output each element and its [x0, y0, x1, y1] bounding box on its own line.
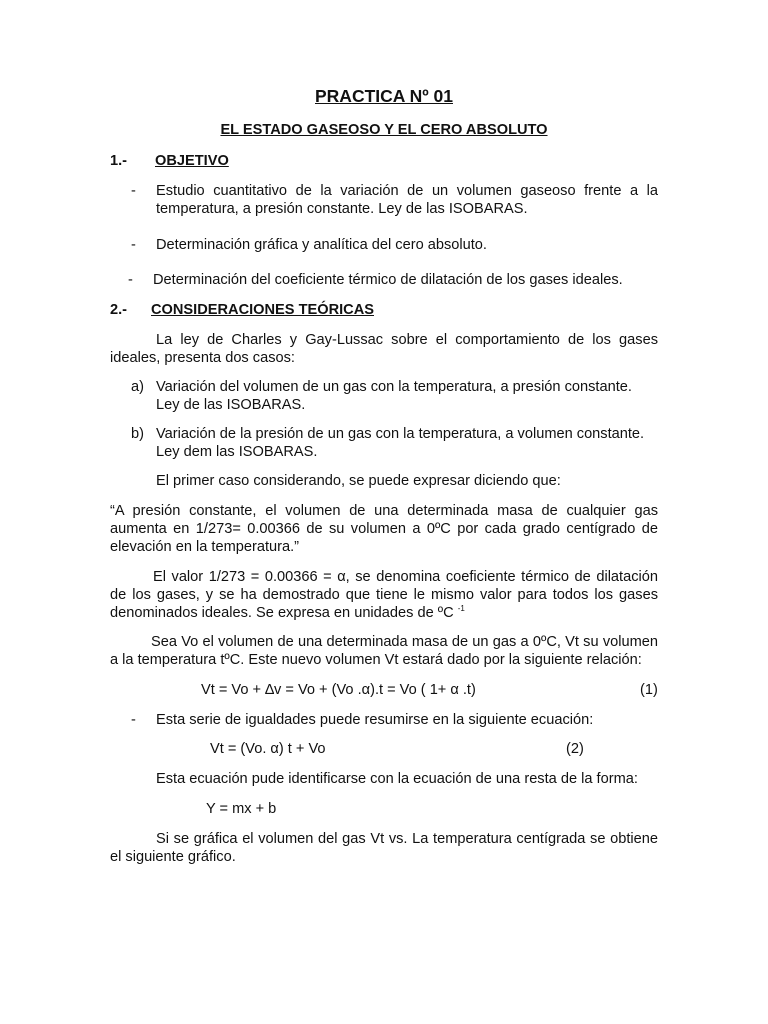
- objective-item-3: Determinación del coeficiente térmico de dilatación de los gases ideales.: [153, 272, 623, 288]
- equation-1-number: (1): [640, 682, 658, 698]
- section2-number: 2.-: [110, 302, 128, 318]
- series-paragraph: Esta serie de igualdades puede resumirse en la siguiente ecuación:: [156, 712, 594, 728]
- case-b-marker: b): [131, 426, 144, 442]
- alpha-unit-exponent: -1: [457, 604, 465, 613]
- section2-heading: CONSIDERACIONES TEÓRICAS: [151, 302, 374, 318]
- case-b-text: Variación de la presión de un gas con la temperatura, a volumen constante. Ley dem las ISOBARAS.: [156, 426, 645, 460]
- alpha-paragraph: [110, 568, 658, 622]
- case-a-text: Variación del volumen de un gas con la temperatura, a presión constante. Ley de las ISOBARAS.: [156, 379, 632, 413]
- equation-2: Vt = (Vo. α) t + Vo: [210, 741, 326, 757]
- page-subtitle: EL ESTADO GASEOSO Y EL CERO ABSOLUTO: [220, 122, 548, 138]
- intro-paragraph: La ley de Charles y Gay-Lussac sobre el comportamiento de los gases ideales, presenta dos casos:: [110, 332, 658, 366]
- bullet-dash: -: [131, 237, 136, 253]
- equation-2-number: (2): [566, 741, 584, 757]
- graph-paragraph: Si se gráfica el volumen del gas Vt vs. La temperatura centígrada se obtiene el siguiente gráfico.: [110, 831, 658, 865]
- equation-1: Vt = Vo + ∆v = Vo + (Vo .α).t = Vo ( 1+ α .t): [201, 682, 476, 698]
- page-title: PRACTICA Nº 01: [315, 86, 453, 106]
- vo-paragraph: Sea Vo el volumen de una determinada masa de un gas a 0ºC, Vt su volumen a la temperatura tºC. Este nuevo volumen Vt estará dado por la siguiente relación:: [110, 634, 658, 668]
- case-a-marker: a): [131, 379, 144, 395]
- bullet-dash: -: [131, 712, 136, 728]
- bullet-dash: -: [131, 183, 136, 199]
- section1-number: 1.-: [110, 153, 128, 169]
- equation-3: Y = mx + b: [206, 801, 277, 817]
- objective-item-1: Estudio cuantitativo de la variación de un volumen gaseoso frente a la temperatura, a presión constante. Ley de las ISOBARAS.: [156, 183, 658, 217]
- bullet-dash: -: [128, 272, 133, 288]
- quote-paragraph: “A presión constante, el volumen de una determinada masa de cualquier gas aumenta en 1/273= 0.00366 de su volumen a 0ºC por cada grado centígrado de elevación en la temperatura.”: [110, 503, 658, 555]
- alpha-paragraph-text: El valor 1/273 = 0.00366 = α, se denomina coeficiente térmico de dilatación de los gases, y se ha demostrado que tiene le mismo valor para todos los gases denominados ideales. Se expresa en unidades de ºC: [110, 569, 658, 621]
- objective-item-2: Determinación gráfica y analítica del cero absoluto.: [156, 237, 487, 253]
- line-paragraph: Esta ecuación pude identificarse con la ecuación de una resta de la forma:: [156, 771, 638, 787]
- first-case-paragraph: El primer caso considerando, se puede expresar diciendo que:: [156, 473, 561, 489]
- section1-heading: OBJETIVO: [155, 153, 229, 169]
